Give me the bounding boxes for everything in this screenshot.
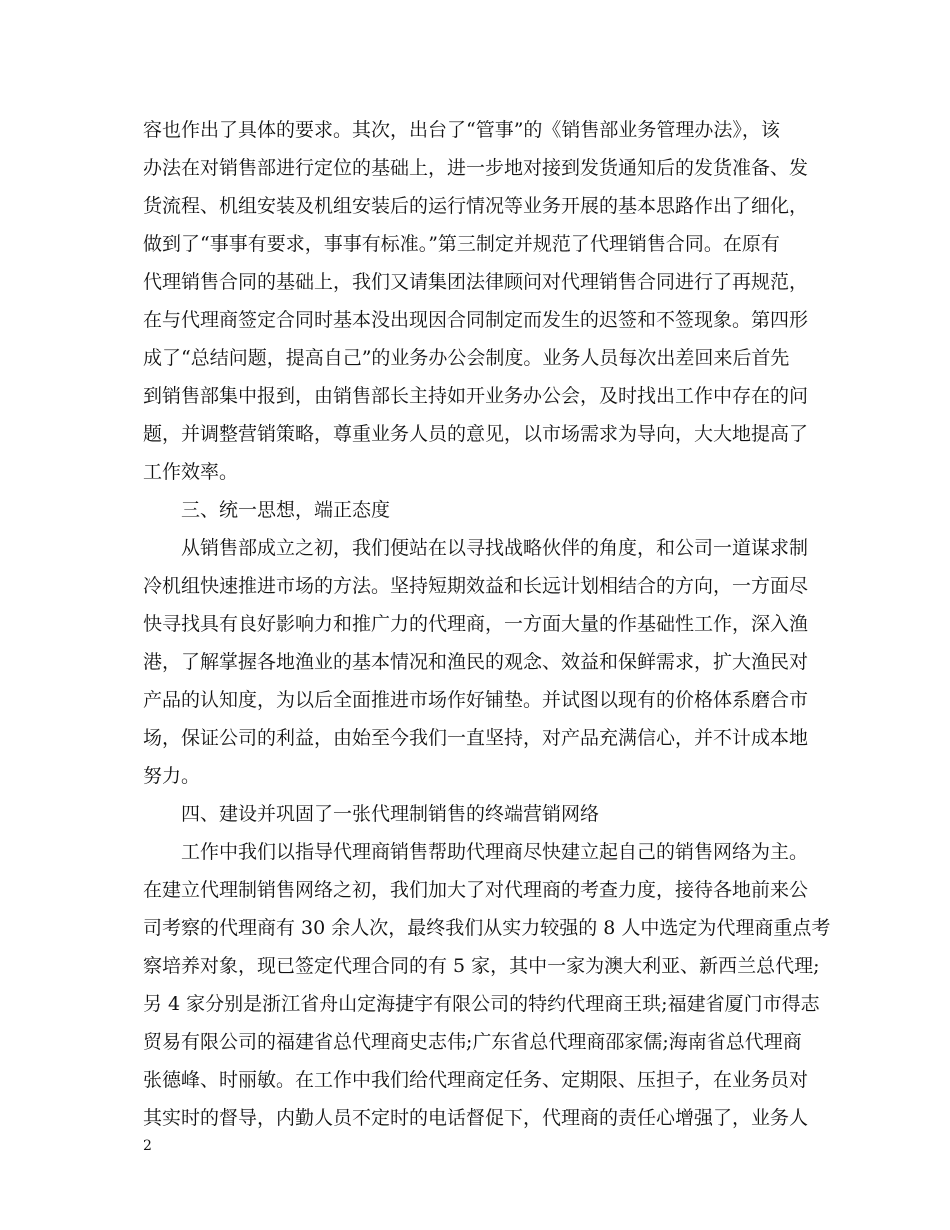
section-heading: 三、统一思想，端正态度 bbox=[181, 499, 391, 521]
text-line: 容也作出了具体的要求。其次，出台了“管事”的《销售部业务管理办法》，该 bbox=[143, 119, 780, 141]
text-line: 到销售部集中报到，由销售部长主持如开业务办公会，及时找出工作中存在的问 bbox=[143, 385, 809, 407]
text-line: 做到了“事事有要求，事事有标准。”第三制定并规范了代理销售合同。在原有 bbox=[143, 233, 780, 255]
page-number: 2 bbox=[143, 1138, 152, 1154]
text-line: 代理销售合同的基础上，我们又请集团法律顾问对代理销售合同进行了再规范， bbox=[143, 271, 809, 293]
section-heading: 四、建设并巩固了一张代理制销售的终端营销网络 bbox=[181, 803, 600, 825]
text-line: 冷机组快速推进市场的方法。坚持短期效益和长远计划相结合的方向，一方面尽 bbox=[143, 575, 809, 597]
text-line: 察培养对象，现已签定代理合同的有 5 家，其中一家为澳大利亚、新西兰总代理; bbox=[143, 955, 820, 977]
text-line: 贸易有限公司的福建省总代理商史志伟;广东省总代理商邵家儒;海南省总代理商 bbox=[143, 1031, 802, 1053]
text-line: 从销售部成立之初，我们便站在以寻找战略伙伴的角度，和公司一道谋求制 bbox=[181, 537, 809, 559]
text-line: 题，并调整营销策略，尊重业务人员的意见，以市场需求为导向，大大地提高了 bbox=[143, 423, 809, 445]
text-line: 司考察的代理商有 30 余人次，最终我们从实力较强的 8 人中选定为代理商重点考 bbox=[143, 917, 831, 939]
text-line: 工作中我们以指导代理商销售帮助代理商尽快建立起自己的销售网络为主。 bbox=[181, 841, 809, 863]
text-line: 张德峰、时丽敏。在工作中我们给代理商定任务、定期限、压担子，在业务员对 bbox=[143, 1069, 809, 1091]
text-line: 办法在对销售部进行定位的基础上，进一步地对接到发货通知后的发货准备、发 bbox=[143, 157, 809, 179]
text-line: 港，了解掌握各地渔业的基本情况和渔民的观念、效益和保鲜需求，扩大渔民对 bbox=[143, 651, 809, 673]
text-line: 在与代理商签定合同时基本没出现因合同制定而发生的迟签和不签现象。第四形 bbox=[143, 309, 809, 331]
text-line: 产品的认知度，为以后全面推进市场作好铺垫。并试图以现有的价格体系磨合市 bbox=[143, 689, 809, 711]
text-line: 快寻找具有良好影响力和推广力的代理商，一方面大量的作基础性工作，深入渔 bbox=[143, 613, 809, 635]
text-line: 其实时的督导，内勤人员不定时的电话督促下，代理商的责任心增强了，业务人 bbox=[143, 1107, 809, 1129]
text-line: 场，保证公司的利益，由始至今我们一直坚持，对产品充满信心，并不计成本地 bbox=[143, 727, 809, 749]
text-line: 在建立代理制销售网络之初，我们加大了对代理商的考查力度，接待各地前来公 bbox=[143, 879, 809, 901]
text-line: 成了“总结问题，提高自己”的业务办公会制度。业务人员每次出差回来后首先 bbox=[143, 347, 790, 369]
text-line: 工作效率。 bbox=[143, 461, 239, 483]
text-line: 努力。 bbox=[143, 765, 201, 787]
text-line: 另 4 家分别是浙江省舟山定海捷宇有限公司的特约代理商王珙;福建省厦门市得志 bbox=[143, 993, 820, 1015]
text-line: 货流程、机组安装及机组安装后的运行情况等业务开展的基本思路作出了细化， bbox=[143, 195, 809, 217]
